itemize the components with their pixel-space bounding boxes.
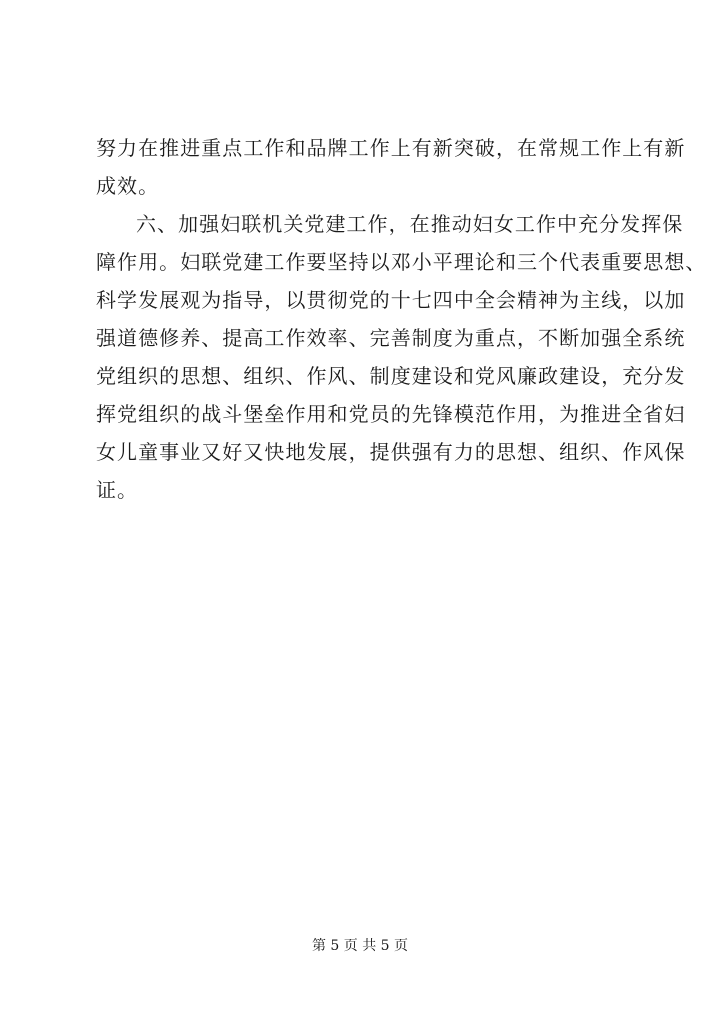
page-number-footer: 第 5 页 共 5 页 [311,938,409,954]
paragraph-line-9: 女儿童事业又好又快地发展，提供强有力的思想、组织、作风保 [96,440,686,464]
paragraph-line-3: 六、加强妇联机关党建工作，在推动妇女工作中充分发挥保 [136,212,684,236]
paragraph-line-10: 证。 [96,478,139,502]
paragraph-line-6: 强道德修养、提高工作效率、完善制度为重点，不断加强全系统 [96,326,686,350]
paragraph-line-8: 挥党组织的战斗堡垒作用和党员的先锋模范作用，为推进全省妇 [96,402,686,426]
paragraph-line-5: 科学发展观为指导，以贯彻党的十七四中全会精神为主线，以加 [96,288,686,312]
paragraph-line-1: 努力在推进重点工作和品牌工作上有新突破，在常规工作上有新 [96,136,686,160]
paragraph-line-4: 障作用。妇联党建工作要坚持以邓小平理论和三个代表重要思想、 [96,250,707,274]
paragraph-line-2: 成效。 [96,174,160,198]
paragraph-line-7: 党组织的思想、组织、作风、制度建设和党风廉政建设，充分发 [96,364,686,388]
